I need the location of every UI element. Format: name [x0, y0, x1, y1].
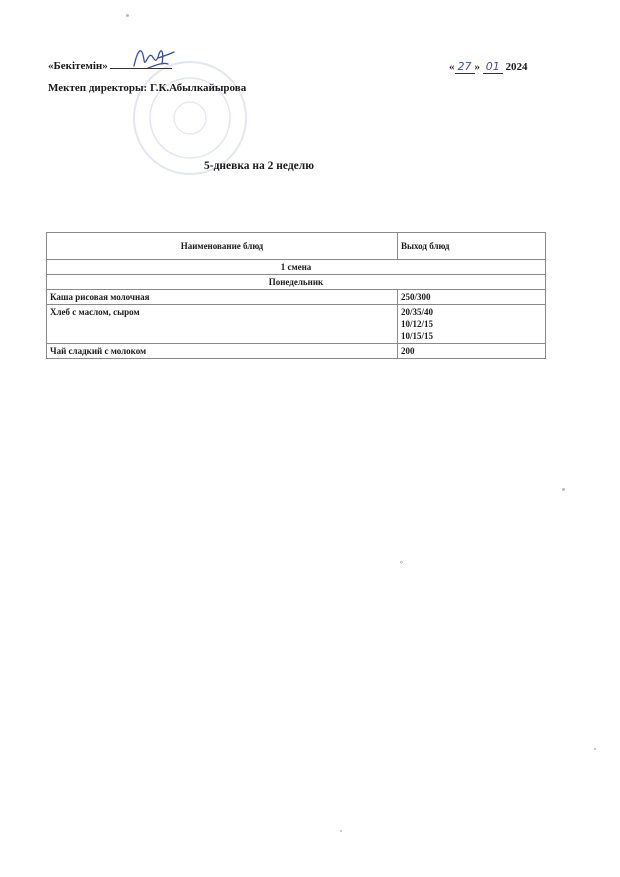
dish-name: Каша рисовая молочная — [47, 290, 398, 305]
day-row — [47, 275, 546, 290]
dish-name: Хлеб с маслом, сыром — [47, 305, 398, 344]
approval-date: « 27 » 01 2024 — [449, 60, 528, 73]
table-row — [47, 290, 546, 305]
scan-speck — [594, 748, 596, 750]
dish-yield: 200 — [398, 344, 546, 359]
menu-table — [46, 232, 546, 359]
scan-speck — [562, 488, 565, 491]
date-year: 2024 — [505, 61, 528, 73]
table-row — [47, 305, 546, 344]
shift-label: 1 смена — [47, 260, 546, 275]
dish-name: Чай сладкий с молоком — [47, 344, 398, 359]
col-yield-header: Выход блюд — [398, 233, 546, 260]
table-row — [47, 344, 546, 359]
signature — [128, 42, 178, 76]
col-name-header: Наименование блюд — [47, 233, 398, 260]
date-month: 01 — [483, 60, 503, 74]
director-line: Мектеп директоры: Г.К.Абылкайырова — [48, 82, 247, 94]
scan-speck — [126, 14, 129, 17]
dish-yield: 20/35/40 10/12/15 10/15/15 — [398, 305, 546, 344]
dish-yield: 250/300 — [398, 290, 546, 305]
day-label: Понедельник — [47, 275, 546, 290]
stray-mark: ° — [400, 560, 403, 568]
shift-row — [47, 260, 546, 275]
document-title: 5-дневка на 2 неделю — [204, 160, 315, 172]
table-header-row — [47, 233, 546, 260]
scan-speck — [340, 830, 342, 832]
date-day: 27 — [455, 60, 475, 74]
approve-word: «Бекітемін» — [48, 60, 108, 72]
